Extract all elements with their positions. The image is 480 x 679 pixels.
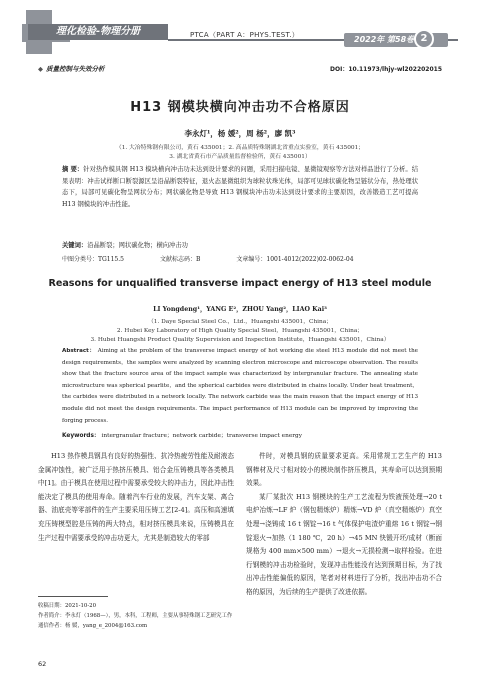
abstract-cn-text: 针对热作模具钢 H13 模块横向冲击功未达到设计要求的问题，采用扫描电镜、显微镜观察等方法对样品进行了分析。结果表明：冲击试样断口断裂源区呈沿晶断裂特征，退火态显微组织为球粒状珠光体，局部可见球状碳化物呈链状分布，热处理状态下，局部可见碳化物呈网状分布；网状碳化物是导致 H13 钢模块冲击功未达到设计要求的主要原因，改善锻造工艺可提高 H13 钢模块的冲击性能。 bbox=[62, 166, 418, 208]
body-column-left bbox=[38, 450, 234, 545]
footnote-corresponding: 通信作者：杨 媛，yang_e_2004@163.com bbox=[38, 623, 148, 629]
footnote-received: 收稿日期：2021-10-20 bbox=[38, 603, 97, 609]
document-code: 文献标志码：B bbox=[159, 256, 201, 263]
keywords-cn-text: 沿晶断裂；网状碳化物；横向冲击功 bbox=[87, 242, 188, 249]
keywords-en-label: Keywords： bbox=[62, 433, 100, 439]
affiliation-en-line-3: 3. Hubei Huangshi Product Quality Supervision and Inspection Institute，Huangshi 435001，China） bbox=[90, 337, 390, 343]
footnote-author-bio: 作者简介：李永灯（1968—），男，本科，工程师，主要从事特殊钢工艺研究工作 bbox=[38, 613, 233, 619]
abstract-cn-label: 摘 要： bbox=[62, 166, 84, 173]
article-number: 文章编号：1001-4012(2022)02-0062-04 bbox=[236, 256, 354, 263]
journal-en-name: PTCA（PART A：PHYS.TEST.） bbox=[190, 31, 300, 39]
journal-name: 理化检验-物理分册 bbox=[28, 24, 168, 40]
body-paragraph: H13 热作模具钢具有良好的热强性、抗冷热疲劳性能及耐液态金属冲蚀性，被广泛用于热挤压模具、铝合金压铸模具等各类模具中[1]。由于模具在使用过程中需要承受较大的冲击力，因此冲击性能决定了模具的使用寿命。随着汽车行业的发展，汽车支架、离合器、油底壳等零部件的生产主要采用压铸工艺[2-4]。高压和高速填充压铸模型腔是压铸的两大特点，相对挤压模具来说，压铸模具在生产过程中需要承受的冲击功更大，尤其是制造较大的零部 bbox=[38, 452, 234, 542]
affiliation-cn-line-1: （1. 大冶特殊钢有限公司，黄石 435001；2. 高品质特殊钢湖北省重点实验室，黄石 435001； bbox=[115, 145, 365, 151]
volume-badge: 2022年 第58卷 bbox=[344, 33, 448, 47]
keywords-cn-label: 关键词： bbox=[62, 242, 88, 249]
affiliation-en-line-2: 2. Hubei Key Laboratory of High Quality Special Steel，Huangshi 435001，China； bbox=[116, 328, 364, 334]
abstract-en-label: Abstract： bbox=[62, 348, 96, 354]
clc-number: 中图分类号：TG115.5 bbox=[62, 256, 124, 263]
abstract-en-text: Aiming at the problem of the transverse impact energy of hot working die steel H13 module did not meet the design requirements，the samples were analyzed by scanning electron microscope and microscope observation. The results show that the fracture source area of the impact sample was characterized by intergranular fracture. The annealing state microstructure was spherical pearlite，and the spherical carbides were distributed in chains locally. Under heat treatment，the carbides were distributed in a network locally. The network carbide was the main reason that the impact energy of H13 module did not meet the design requirements. The impact performance of H13 module can be improved by improving the forging process. bbox=[62, 348, 418, 424]
title-english: Reasons for unqualified transverse impact energy of H13 steel module bbox=[48, 278, 432, 289]
footnote-divider bbox=[38, 596, 108, 597]
keywords-en-text: intergranular fracture；network carbide；transverse impact energy bbox=[101, 433, 303, 439]
keywords-english bbox=[62, 430, 418, 439]
keywords-chinese bbox=[62, 240, 418, 249]
issue-number: 2 bbox=[414, 29, 434, 49]
body-paragraph: 件时，对模具钢的质量要求更高。采用常规工艺生产的 H13 钢棒材及尺寸相对较小的模块制作挤压模具，其寿命可以达到预期效果。 bbox=[246, 452, 442, 488]
affiliation-cn-line-2: 3. 湖北省黄石市产品质量监督检验所，黄石 435001） bbox=[169, 154, 311, 160]
section-category: ◆ 质量控制与失效分析 bbox=[38, 65, 105, 73]
authors-chinese: 李永灯¹，杨 媛²，周 杨²，廖 凯³ bbox=[184, 129, 296, 138]
title-chinese: H13 钢模块横向冲击功不合格原因 bbox=[130, 100, 350, 115]
doi[interactable]: DOI：10.11973/lhjy-wl202202015 bbox=[330, 66, 442, 73]
affiliation-en-line-1: （1. Daye Special Steel Co.，Ltd.，Huangshi 435001，China； bbox=[147, 319, 333, 325]
journal-header bbox=[0, 0, 480, 62]
footnotes bbox=[38, 601, 234, 631]
body-paragraph: 某厂某批次 H13 钢模块的生产工艺流程为铁液预处理→20 t 电炉冶炼→LF 炉（钢包精炼炉）精炼→VD 炉（真空精炼炉）真空处理→浇铸成 16 t 钢锭→16 t 气体保护电渣炉重熔 16 t 钢锭→钢锭退火→加热（1 180 ℃，20 h）→45 MN 快锻开坯/成材（断面规格为 400 mm×500 mm）→退火→无损检测→取样检验。在进行钢模的冲击功检验时，发现冲击性能没有达到预期目标，为了找出冲击性能偏低的原因，笔者对材料进行了分析，找出冲击功不合格的原因，为后续的生产提供了改进依据。 bbox=[246, 492, 442, 596]
classification-row bbox=[62, 254, 418, 263]
page-number: 62 bbox=[38, 660, 47, 668]
abstract-chinese bbox=[62, 164, 418, 210]
authors-english: LI Yongdeng¹，YANG E²，ZHOU Yang²，LIAO Kai³ bbox=[153, 306, 327, 313]
abstract-english bbox=[62, 346, 418, 427]
category-row bbox=[38, 64, 442, 73]
body-column-right bbox=[246, 450, 442, 600]
